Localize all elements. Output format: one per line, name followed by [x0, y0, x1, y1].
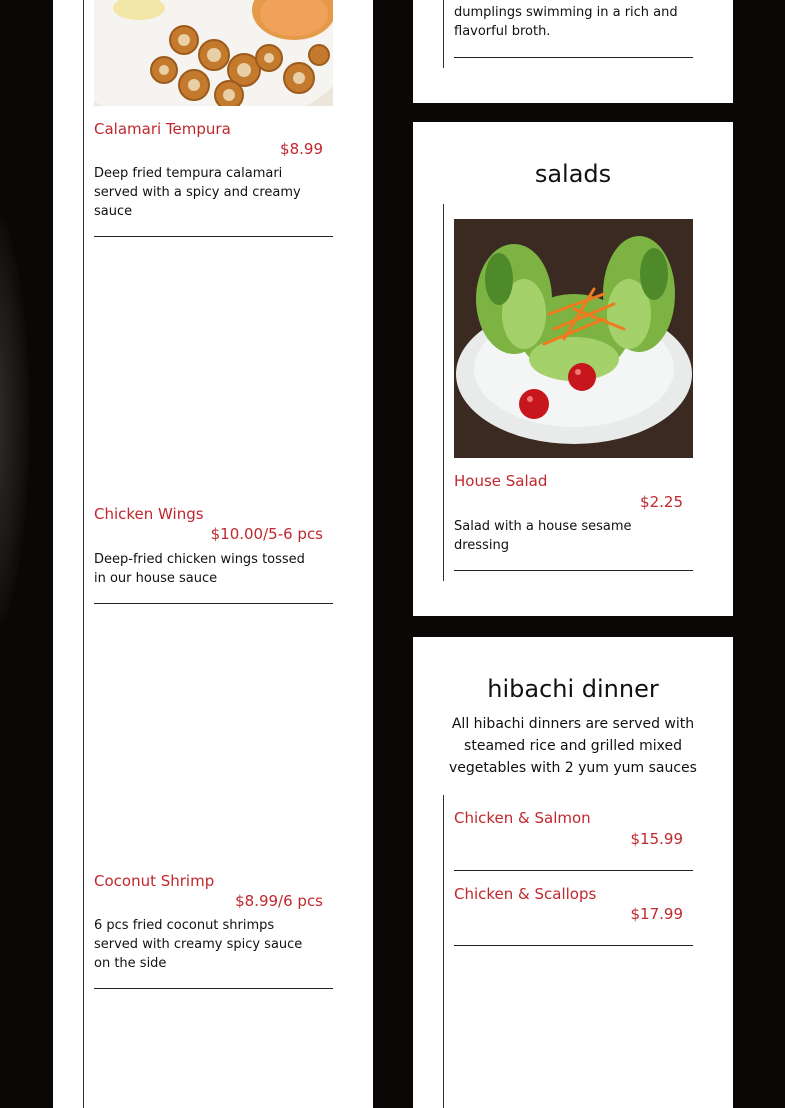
salads-panel [413, 122, 733, 616]
item-price-coconut-shrimp: $8.99/6 pcs [235, 892, 323, 910]
item-price-calamari-tempura: $8.99 [280, 140, 323, 158]
item-divider [94, 603, 333, 604]
item-divider [454, 945, 693, 946]
item-name-house-salad: House Salad [454, 472, 548, 490]
hibachi-panel [413, 637, 733, 1108]
section-divider-line [443, 204, 444, 581]
salad-photo-icon [454, 219, 693, 458]
item-divider [454, 57, 693, 58]
section-title-hibachi: hibachi dinner [487, 675, 659, 703]
item-name-calamari-tempura: Calamari Tempura [94, 120, 231, 138]
item-divider [454, 870, 693, 871]
item-divider [94, 988, 333, 989]
section-divider-line [443, 795, 444, 1108]
section-divider-line [83, 0, 84, 1108]
item-price-house-salad: $2.25 [640, 493, 683, 511]
background-glow [0, 200, 30, 640]
calamari-photo-icon [94, 0, 333, 106]
section-description-hibachi: All hibachi dinners are served with steamed rice and grilled mixed vegetables with 2 yum yum sauces [449, 716, 697, 776]
item-price-chicken-wings: $10.00/5-6 pcs [210, 525, 323, 543]
calamari-image [94, 0, 333, 106]
item-desc-calamari-tempura: Deep fried tempura calamari served with a spicy and creamy sauce [94, 166, 301, 219]
appetizers-panel [53, 0, 373, 1108]
item-name-chicken-salmon: Chicken & Salmon [454, 809, 591, 827]
item-desc-continued: dumplings swimming in a rich and flavorful broth. [454, 5, 678, 39]
item-divider [454, 570, 693, 571]
house-salad-image [454, 219, 693, 458]
item-desc-house-salad: Salad with a house sesame dressing [454, 519, 632, 553]
section-title-salads: salads [534, 160, 612, 188]
item-price-chicken-salmon: $15.99 [630, 830, 683, 848]
item-name-chicken-wings: Chicken Wings [94, 505, 204, 523]
item-divider [94, 236, 333, 237]
section-divider-line [443, 0, 444, 68]
item-price-chicken-scallops: $17.99 [630, 905, 683, 923]
item-name-coconut-shrimp: Coconut Shrimp [94, 872, 215, 890]
item-name-chicken-scallops: Chicken & Scallops [454, 885, 597, 903]
item-desc-coconut-shrimp: 6 pcs fried coconut shrimps served with creamy spicy sauce on the side [94, 918, 303, 971]
soups-panel-continued [413, 0, 733, 103]
item-desc-chicken-wings: Deep-fried chicken wings tossed in our house sauce [94, 552, 305, 586]
